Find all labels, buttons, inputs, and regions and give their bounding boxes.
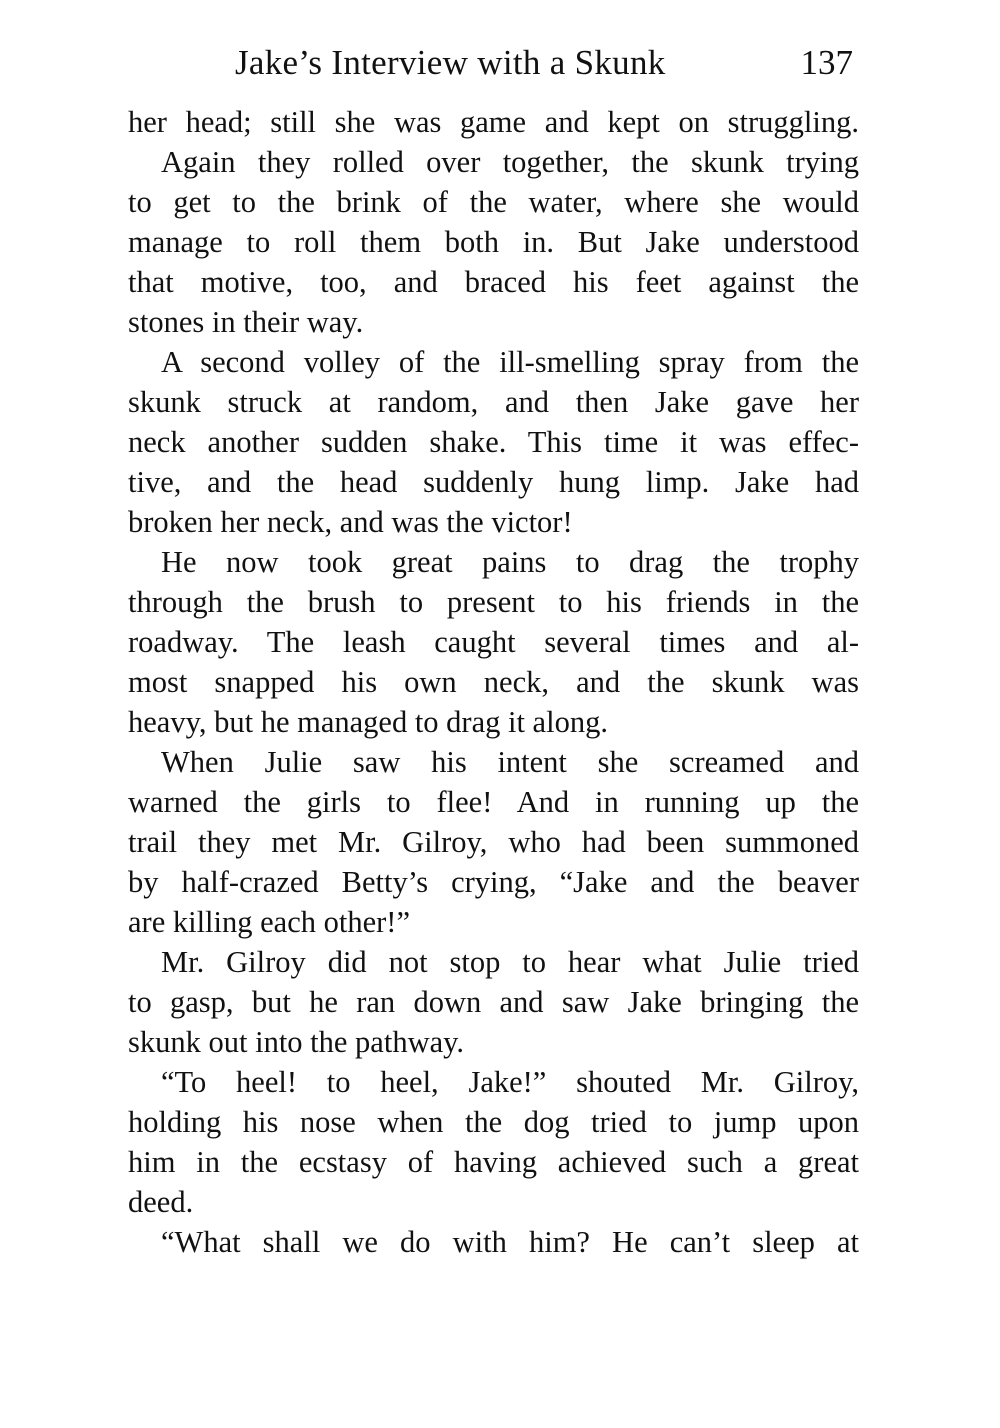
text-line: deed. [128, 1185, 194, 1219]
text-line: A second volley of the ill-smelling spray from the [161, 345, 859, 379]
text-line: skunk out into the pathway. [128, 1025, 465, 1059]
text-line: stones in their way. [128, 305, 364, 339]
text-line: holding his nose when the dog tried to jump upon [128, 1105, 859, 1139]
text-line: are killing each other!” [128, 905, 410, 939]
text-line: manage to roll them both in. But Jake understood [128, 225, 859, 259]
text-line: roadway. The leash caught several times and al- [128, 625, 859, 659]
text-line: trail they met Mr. Gilroy, who had been summoned [128, 825, 859, 859]
page-number: 137 [800, 43, 853, 82]
text-line: him in the ecstasy of having achieved such a great [128, 1145, 859, 1179]
text-line: that motive, too, and braced his feet against the [128, 265, 859, 299]
text-line: her head; still she was game and kept on struggling. [128, 105, 859, 139]
text-line: heavy, but he managed to drag it along. [128, 705, 608, 739]
text-line: through the brush to present to his friends in the [128, 585, 859, 619]
text-line: to gasp, but he ran down and saw Jake bringing the [128, 985, 859, 1019]
page-header [128, 30, 859, 96]
text-line: by half-crazed Betty’s crying, “Jake and the beaver [128, 865, 859, 899]
book-page [128, 30, 859, 1262]
text-line: neck another sudden shake. This time it was effec- [128, 425, 859, 459]
text-line: most snapped his own neck, and the skunk was [128, 665, 859, 699]
text-line: When Julie saw his intent she screamed and [161, 745, 859, 779]
text-line: warned the girls to flee! And in running up the [128, 785, 859, 819]
text-line: skunk struck at random, and then Jake gave her [128, 385, 859, 419]
text-line: He now took great pains to drag the trophy [161, 545, 859, 579]
text-line: broken her neck, and was the victor! [128, 505, 573, 539]
text-line: tive, and the head suddenly hung limp. Jake had [128, 465, 859, 499]
text-line: “To heel! to heel, Jake!” shouted Mr. Gilroy, [161, 1065, 859, 1099]
running-head: Jake’s Interview with a Skunk [235, 43, 666, 82]
text-line: to get to the brink of the water, where she would [128, 185, 859, 219]
text-line: Mr. Gilroy did not stop to hear what Julie tried [161, 945, 859, 979]
body-text [128, 102, 859, 1262]
text-line: “What shall we do with him? He can’t sleep at [161, 1225, 859, 1259]
text-line: Again they rolled over together, the skunk trying [161, 145, 859, 179]
